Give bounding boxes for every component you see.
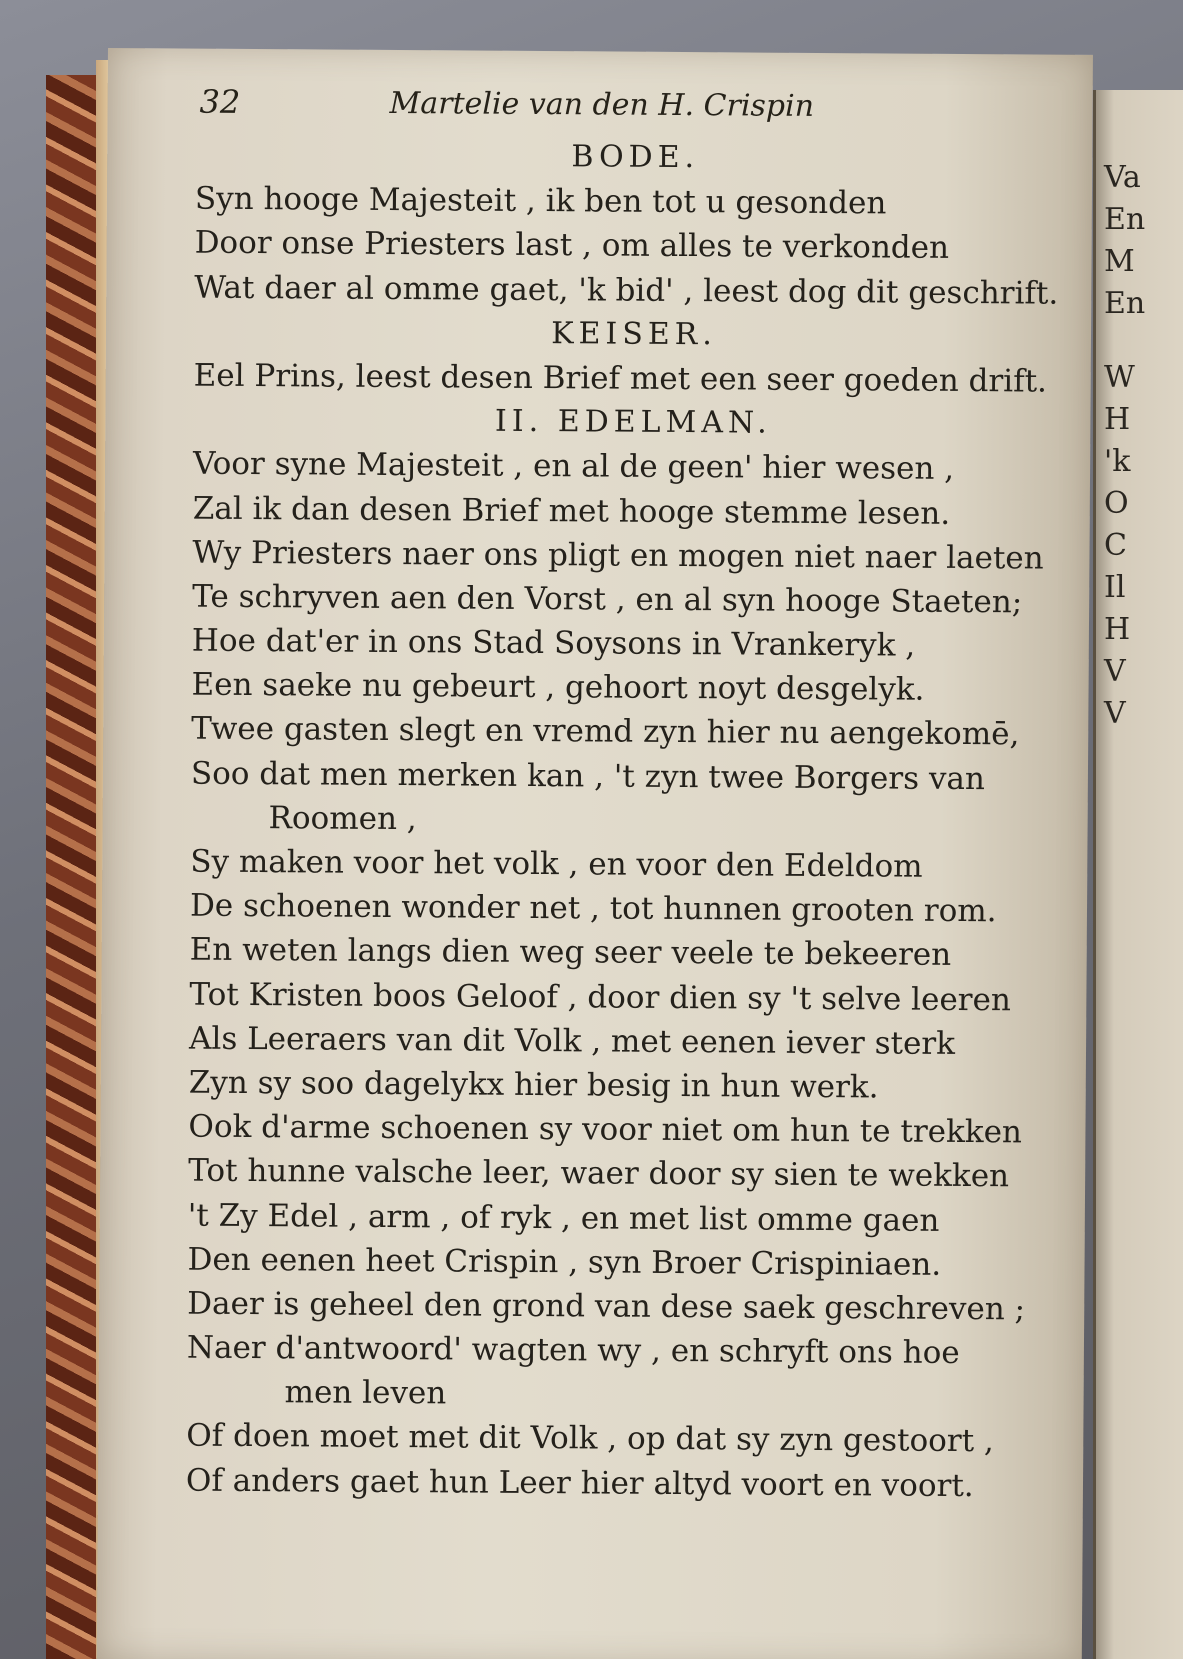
speaker-heading: BODE. xyxy=(571,139,700,176)
verse-line: Wy Priesters naer ons pligt en mogen niet naer laeten xyxy=(192,534,1044,577)
verse-line: Als Leeraers van dit Volk , met eenen iever sterk xyxy=(188,1020,956,1062)
next-page-fragment: H xyxy=(1104,612,1131,647)
text-block xyxy=(186,133,1076,1509)
book-page xyxy=(97,48,1093,1659)
next-page-fragment: En xyxy=(1104,286,1146,321)
verse-line: Roomen , xyxy=(268,799,417,837)
verse-line: Tot Kristen boos Geloof , door dien sy 't selve leeren xyxy=(189,976,1012,1018)
verse-line: Ook d'arme schoenen sy voor niet om hun te trekken xyxy=(188,1108,1023,1151)
verse-line: Twee gasten slegt en vremd zyn hier nu aengekomē, xyxy=(191,711,1020,753)
verse-line: Een saeke nu gebeurt , gehoort noyt desgelyk. xyxy=(191,666,925,708)
next-page-fragment: En xyxy=(1104,202,1146,237)
verse-line: Zyn sy soo dagelykx hier besig in hun werk. xyxy=(188,1064,879,1106)
verse-line: Zal ik dan desen Brief met hooge stemme lesen. xyxy=(192,490,951,532)
verse-line: Den eenen heet Crispin , syn Broer Crispiniaen. xyxy=(187,1241,942,1283)
page-header xyxy=(199,83,1059,139)
verse-line: Hoe dat'er in ons Stad Soysons in Vrankeryk , xyxy=(191,622,916,664)
verse-line: Of doen moet met dit Volk , op dat sy zyn gestoort , xyxy=(186,1418,994,1460)
verse-line: En weten langs dien weg seer veele te bekeeren xyxy=(189,931,952,974)
verse-line: Soo dat men merken kan , 't zyn twee Borgers van xyxy=(190,755,985,797)
next-page-fragment: 'k xyxy=(1104,444,1131,479)
verse-line: Naer d'antwoord' wagten wy , en schryft ons hoe xyxy=(186,1329,960,1372)
verse-line: Syn hooge Majesteit , ik ben tot u gesonden xyxy=(194,180,887,222)
next-page-fragment: C xyxy=(1104,528,1127,563)
verse-line: Of anders gaet hun Leer hier altyd voort en voort. xyxy=(185,1462,974,1504)
verse-line: men leven xyxy=(284,1374,447,1412)
next-page-fragment: W xyxy=(1104,360,1135,395)
next-page-fragment: V xyxy=(1104,654,1126,689)
next-page-fragment: M xyxy=(1104,244,1135,279)
verse-line: Te schryven aen den Vorst , en al syn hooge Staeten; xyxy=(192,578,1023,621)
next-page-fragment: H xyxy=(1104,402,1131,437)
verse-line: Wat daer al omme gaet, 'k bid' , leest dog dit geschrift. xyxy=(194,269,1059,312)
marbled-spine xyxy=(46,75,103,1659)
running-title: Martelie van den H. Crispin xyxy=(389,85,815,124)
verse-line: Sy maken voor het volk , en voor den Edeldom xyxy=(190,843,923,885)
next-page-fragment: Il xyxy=(1104,570,1126,605)
verse-line: Eel Prins, leest desen Brief met een seer goeden drift. xyxy=(193,357,1048,400)
next-page-fragment: V xyxy=(1104,696,1126,731)
next-page xyxy=(1093,90,1183,1659)
verse-line: Door onse Priesters last , om alles te verkonden xyxy=(194,224,950,267)
verse-line: De schoenen wonder net , tot hunnen grooten rom. xyxy=(189,887,997,930)
next-page-fragment: Va xyxy=(1104,160,1141,195)
next-page-fragment: O xyxy=(1104,486,1129,521)
verse-line: Voor syne Majesteit , en al de geen' hier wesen , xyxy=(192,445,955,488)
verse-line: Daer is geheel den grond van dese saek geschreven ; xyxy=(187,1285,1026,1328)
speaker-heading: KEISER. xyxy=(551,315,718,353)
verse-line: Tot hunne valsche leer, waer door sy sien te wekken xyxy=(188,1152,1010,1195)
page-number: 32 xyxy=(199,82,241,121)
speaker-heading: II. EDELMAN. xyxy=(494,403,772,441)
verse-line: 't Zy Edel , arm , of ryk , en met list omme gaen xyxy=(187,1197,940,1239)
